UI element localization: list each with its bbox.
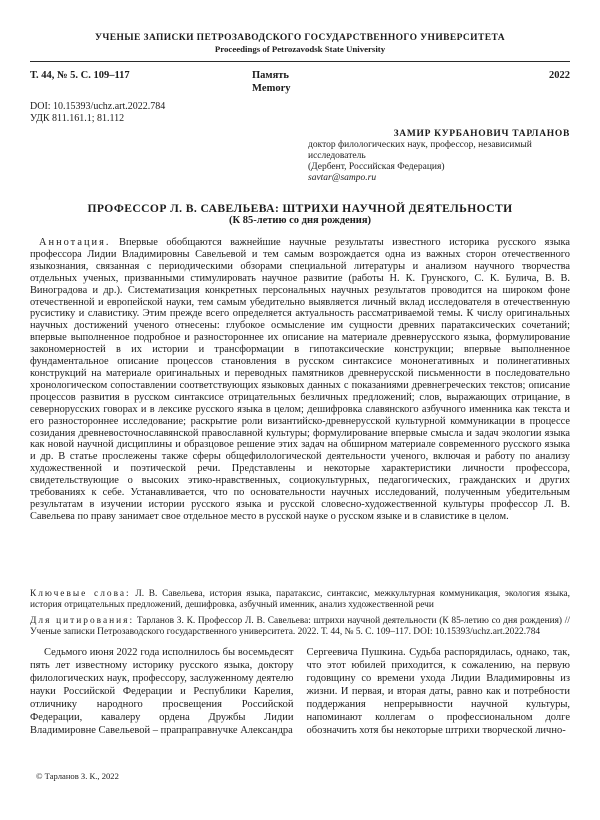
udk-line: УДК 811.161.1; 81.112	[30, 113, 125, 124]
keywords-label: Ключевые слова:	[30, 589, 131, 599]
issue-section	[252, 69, 348, 95]
keywords-text: Л. В. Савельева, история языка, паратаксис, синтаксис, межкультурная коммуникация, экология языка, история отрицательных предложений, дешифровка, азбучный именник, анализ художественной речи	[30, 589, 571, 610]
author-location: (Дербент, Российская Федерация)	[308, 162, 445, 172]
citation-label: Для цитирования:	[30, 616, 135, 626]
abstract-text: Впервые обобщаются важнейшие научные результаты известного историка русского языка профессора Лидии Владимировны Савельевой и тем самым возрождается одна из важных сторон отечественного языкознания, связанная с периодическими обзорами специальной литературы и анализом научного творчества отдельных ученых, призванными стимулировать научное развитие (работы Н. К. Грунского, С. К. Булича, В. В. Виноградова и др.). Систематизация конкретных персональных научных результатов проводится на широком фоне отечественной и европейской науки, тем самым убедительно выявляется личный вклад исследователя в отечественную русистику и славистику. Этим прежде всего определяется актуальность рассматриваемой темы. К числу оригинальных научных достижений ученого отнесены: глубокое осмысление им сущности древних паратаксических сочетаний; впервые выполненное подробное и разностороннее их описание на материале древнерусского языка, формулирование закономерностей в их истории и трансформации в гипотаксические конструкции; впервые выполненное фундаментальное описание процессов становления в русском синтаксисе мононегативных и полинегативных конструкций на материале оригинальных и переводных памятников древнерусской письменности в последовательно хронологическом сопоставлении соответствующих языковых данных с показаниями древнегреческих текстов; описание процессов развития в русском синтаксисе отрицательных безличных предложений; слов, выражающих отрицание, в севернорусских говорах и в лексике русского языка в целом; дешифровка славянского азбучного именника как текста и его разностороннее исследование; раскрытие роли византийско-древнерусской культурной коммуникации в процессе созидания древневосточнославянской православной культуры; формулирование впервые смысла и задач экологии языка как новой научной дисциплины и образцовое решение этих задач на обширном материале современного русского языка и др. В статье прослежены также сферы общефилологической деятельности ученого, включая и работу по анализу художественной и поэтической речи. Представлены и некоторые характеристики личности профессора, свидетельствующие о высоких этико-нравственных, социокультурных, педагогических, гражданских и других требованиях к себе. Устанавливается, что по основательности научных исследований, полученным убедительным результатам в изучении истории русского языка и русской словесно-художественной культуры профессор Л. В. Савельева по праву занимает свое отдельное место в русской науке о русском языке и в славистике в целом.	[30, 237, 570, 522]
abstract-paragraph	[30, 237, 570, 587]
section-name-en: Memory	[252, 83, 291, 94]
author-email: savtar@sampo.ru	[308, 173, 377, 183]
issue-volume-pages: Т. 44, № 5. С. 109–117	[30, 70, 130, 81]
doi-line: DOI: 10.15393/uchz.art.2022.784	[30, 101, 166, 112]
author-info	[308, 140, 570, 184]
header-rule	[30, 61, 570, 62]
identifier-block	[30, 101, 570, 125]
body-right-column: Сергеевича Пушкина. Судьба распорядилась, однако, так, что этот юбилей приходится, к сожалению, на первую годовщину со времени ухода Лидии Владимировны из жизни. И первая, и вторая даты, равно как и потребности поддержания непрерывности научной культуры, напоминают коллегам о профессиональном долге обозначить хотя бы некоторые штрихи творческой лично-	[306, 647, 570, 736]
section-name-ru: Память	[252, 70, 289, 81]
author-block	[30, 128, 570, 184]
journal-title-ru: УЧЕНЫЕ ЗАПИСКИ ПЕТРОЗАВОДСКОГО ГОСУДАРСТВЕННОГО УНИВЕРСИТЕТА	[95, 33, 505, 43]
copyright-note: © Тарланов З. К., 2022	[36, 771, 119, 781]
body-columns	[30, 646, 570, 750]
issue-meta-row	[30, 69, 570, 95]
citation-text: Тарланов З. К. Профессор Л. В. Савельева: штрихи научной деятельности (К 85-летию со дня рождения) // Ученые записки Петрозаводского государственного университета. 2022. Т. 44, № 5. С. 109–117. DOI: 10.15393/uchz.art.2022.784	[30, 616, 571, 637]
citation-paragraph	[30, 616, 570, 638]
author-degree: доктор филологических наук, профессор, независимый исследователь	[308, 140, 532, 161]
journal-title-en: Proceedings of Petrozavodsk State University	[214, 44, 386, 54]
article-subtitle: (К 85-летию со дня рождения)	[228, 215, 372, 226]
abstract-label: Аннотация.	[39, 237, 111, 248]
body-left-column: Седьмого июня 2022 года исполнилось бы восемьдесят пять лет известному историку русского языка, доктору филологических наук, профессору, заслуженному деятелю науки Российской Федерации и Республики Карелия, отличнику народного просвещения Российской Федерации, кавалеру ордена Дружбы Лидии Владимировне Савельевой – прапраправнучке Александра	[30, 647, 294, 736]
author-name: ЗАМИР КУРБАНОВИЧ ТАРЛАНОВ	[393, 129, 570, 139]
issue-year: 2022	[549, 70, 570, 81]
article-title: ПРОФЕССОР Л. В. САВЕЛЬЕВА: ШТРИХИ НАУЧНОЙ ДЕЯТЕЛЬНОСТИ	[87, 202, 513, 215]
keywords-paragraph	[30, 589, 570, 611]
